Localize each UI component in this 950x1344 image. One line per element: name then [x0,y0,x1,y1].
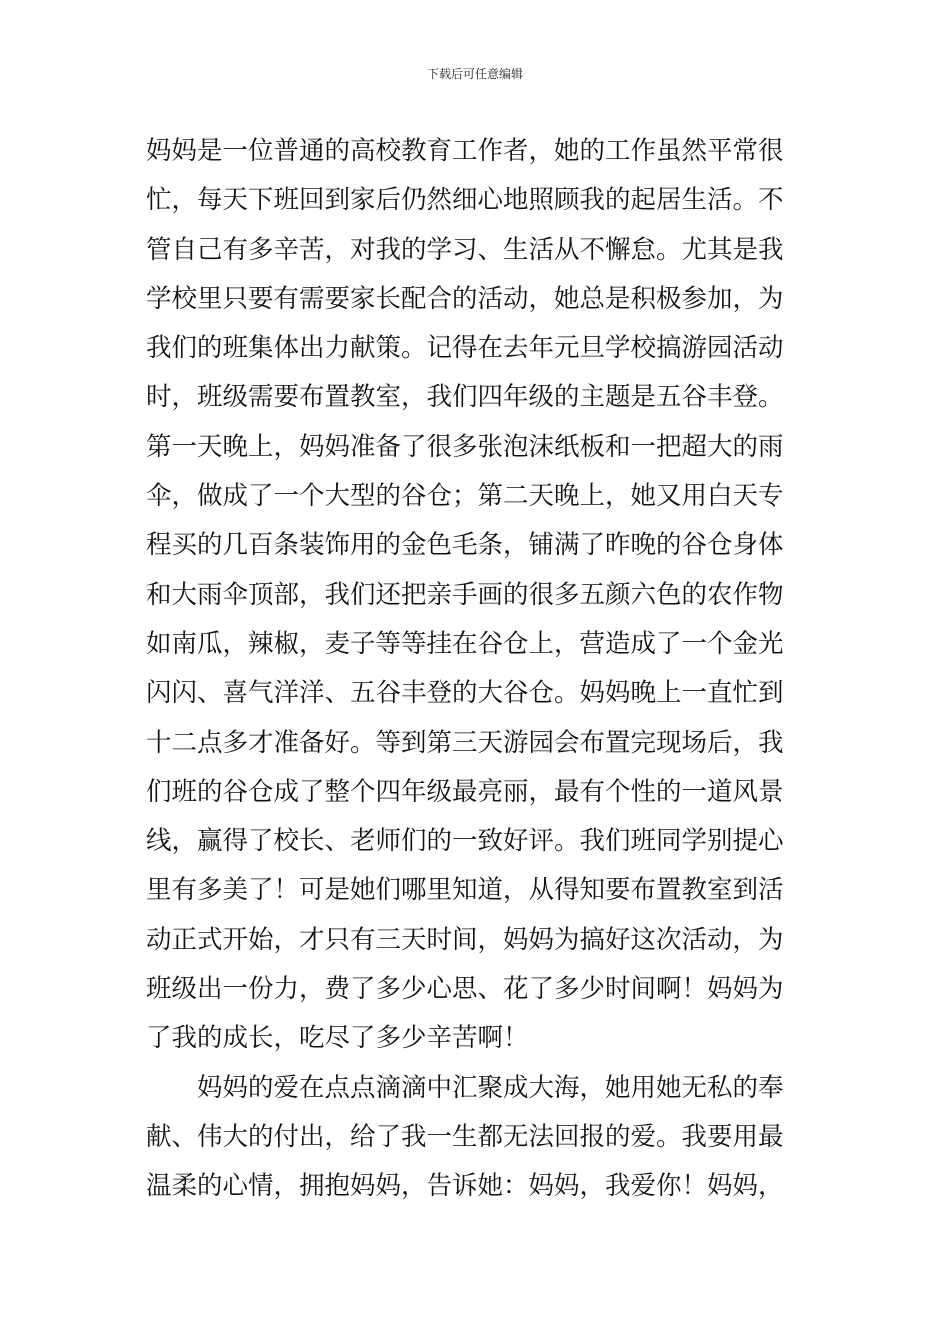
text-line: 时，班级需要布置教室，我们四年级的主题是五谷丰登。 [146,382,784,413]
text-line: 里有多美了！可是她们哪里知道，从得知要布置教室到活 [146,875,784,906]
text-line: 如南瓜，辣椒，麦子等等挂在谷仓上，营造成了一个金光 [146,628,784,659]
text-line: 献、伟大的付出，给了我一生都无法回报的爱。我要用最 [146,1121,784,1152]
header-note: 下载后可任意编辑 [426,67,523,81]
paragraph-2 [146,1064,810,1212]
text-line: 了我的成长，吃尽了多少辛苦啊！ [146,1023,529,1054]
text-line: 我们的班集体出力献策。记得在去年元旦学校搞游园活动 [146,333,784,364]
text-line: 忙，每天下班回到家后仍然细心地照顾我的起居生活。不 [146,185,784,216]
text-line: 第一天晚上，妈妈准备了很多张泡沫纸板和一把超大的雨 [146,431,784,462]
text-line: 妈妈是一位普通的高校教育工作者，她的工作虽然平常很 [146,136,784,166]
paragraph-1 [146,127,810,1064]
text-line: 妈妈的爱在点点滴滴中汇聚成大海，她用她无私的奉 [197,1072,784,1103]
text-line: 十二点多才准备好。等到第三天游园会布置完现场后，我 [146,727,784,758]
text-line: 温柔的心情，拥抱妈妈，告诉她：妈妈，我爱你！妈妈， [146,1171,784,1202]
text-line: 管自己有多辛苦，对我的学习、生活从不懈怠。尤其是我 [146,234,784,265]
text-line: 们班的谷仓成了整个四年级最亮丽，最有个性的一道风景 [146,776,784,807]
text-line: 线，赢得了校长、老师们的一致好评。我们班同学别提心 [146,826,784,857]
text-line: 班级出一份力，费了多少心思、花了多少时间啊！妈妈为 [146,974,784,1005]
text-line: 闪闪、喜气洋洋、五谷丰登的大谷仓。妈妈晚上一直忙到 [146,678,784,709]
text-line: 伞，做成了一个大型的谷仓；第二天晚上，她又用白天专 [146,481,784,512]
text-line: 和大雨伞顶部，我们还把亲手画的很多五颜六色的农作物 [146,579,784,610]
text-line: 程买的几百条装饰用的金色毛条，铺满了昨晚的谷仓身体 [146,530,784,561]
text-line: 动正式开始，才只有三天时间，妈妈为搞好这次活动，为 [146,924,784,955]
text-line: 学校里只要有需要家长配合的活动，她总是积极参加，为 [146,283,784,314]
body-text [146,127,810,1212]
